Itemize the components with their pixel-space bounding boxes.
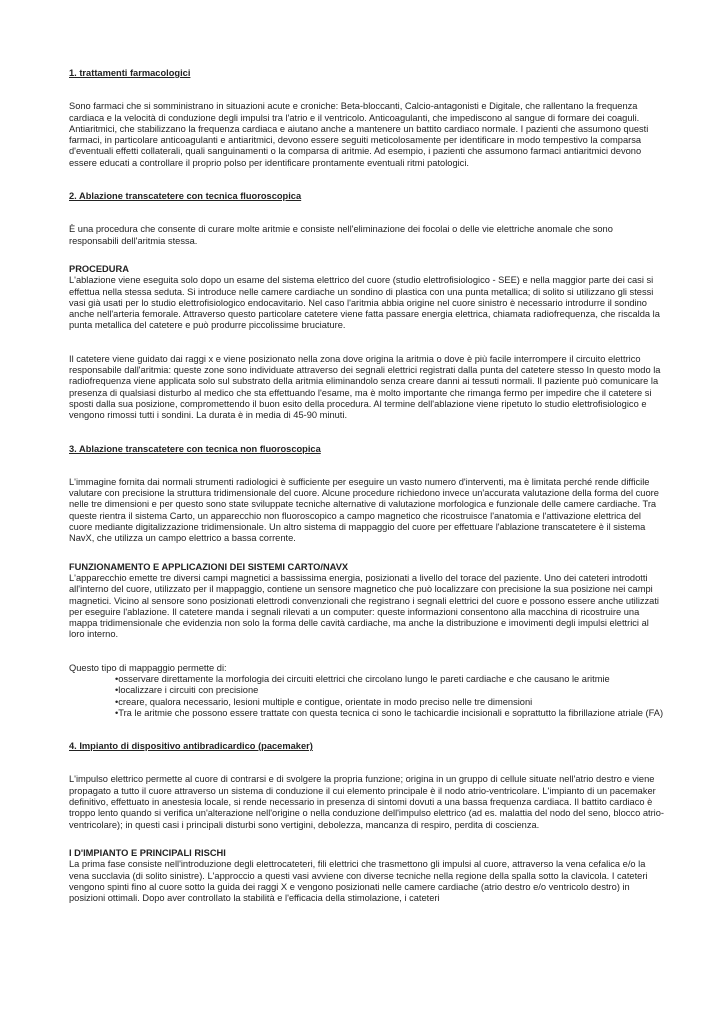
section-4-title: 4. Impianto di dispositivo antibradicardico (pacemaker) — [69, 741, 313, 752]
funzionamento-body: L'apparecchio emette tre diversi campi magnetici a bassissima energia, posizionati a livello del torace del paziente. Uno dei cateteri introdotti all'interno del cuore, utilizzato per il mappaggio, contiene un sensore magnetico che può localizzare con precisione la sua posizione nei campi magnetici. Vicino al sensore sono posizionati elettrodi convenzionali che registrano i segnali elettrici del cuore e possono essere anche utilizzati per eseguire l'ablazione. Il catetere manda i segnali rilevati a un computer: queste informazioni consentono alla macchina di ricostruire una mappa tridimensionale che evidenzia non solo la forma delle cavità cardiache, ma anche la distribuzione e imovimenti degli impulsi elettrici al loro interno. — [69, 572, 659, 640]
mappaggio-bullet-list — [69, 674, 664, 719]
section-3-title: 3. Ablazione transcatetere con tecnica non fluoroscopica — [69, 443, 321, 454]
funzionamento-title: FUNZIONAMENTO E APPLICAZIONI DEI SISTEMI CARTO/NAVX — [69, 561, 349, 572]
section-2-title: 2. Ablazione transcatetere con tecnica fluoroscopica — [69, 191, 302, 202]
rischi-body: La prima fase consiste nell'introduzione degli elettrocateteri, fili elettrici che trasmettono gli impulsi al cuore, attraverso la vena cefalica e/o la vena succlavia (di solito sinistre). L'approccio a questi vasi avviene con diverse tecniche nella regione della spalla sotto la clavicola. I cateteri vengono spinti fino al cuore sotto la guida dei raggi X e vengono posizionati nelle camere cardiache (atrio destro e/o ventricolo destro) in posizioni ottimali. Dopo aver controllato la stabilità e l'efficacia della stimolazione, i cateteri — [69, 859, 648, 904]
section-2-intro: È una procedura che consente di curare molte aritmie e consiste nell'eliminazione dei focolai o delle vie elettriche anomale che sono responsabili dell'aritmia stessa. — [69, 224, 613, 246]
procedura-title: PROCEDURA — [69, 263, 129, 274]
procedura-body: L'ablazione viene eseguita solo dopo un esame del sistema elettrico del cuore (studio elettrofisiologico - SEE) e nella maggior parte dei casi si effettua nella stessa seduta. Si introduce nelle camere cardiache un sondino di plastica con una punta metallica; di solito si utilizzano gli stessi vasi già usati per lo studio elettrofisiologico endocavitario. Nel caso l'aritmia abbia origine nel cuore sinistro è necessario introdurre il sondino anche nell'arteria femorale. Attraverso questo particolare catetere viene fatta passare energia elettrica, chiamata radiofrequenza, che riscalda la punta metallica del catetere e può produrre piccolissime bruciature. — [69, 275, 660, 331]
section-2-body-2: Il catetere viene guidato dai raggi x e viene posizionato nella zona dove origina la aritmia o dove è più facile interrompere il circuito elettrico responsabile dall'aritmia: queste zone sono individuate attraverso dei segnali elettrici registrati dalla punta del catetere stesso In questo modo la radiofrequenza viene applicata solo sul substrato della aritmia eliminandolo senza creare danni ai tessuti normali. Il paziente può comunicare la presenza di qualsiasi disturbo al medico che sta effettuando l'esame, ma è molto importante che rimanga fermo per impedire che il catetere si sposti dalla sua posizione, compromettendo il buon esito della procedura. Al termine dell'ablazione viene ripetuto lo studio elettrofisiologico e vengono rimossi tutti i sondini. La durata è in media di 45-90 minuti. — [69, 353, 661, 421]
section-1-body: Sono farmaci che si somministrano in situazioni acute e croniche: Beta-bloccanti, Calcio-antagonisti e Digitale, che rallentano la frequenza cardiaca e la velocità di conduzione degli impulsi tra l'atrio e il ventricolo. Anticoagulanti, che impediscono al sangue di formare dei coaguli. Antiaritmici, che stabilizzano la frequenza cardiaca e aiutano anche a mantenere un battito cardiaco normale. I pazienti che assumono questi farmaci, in particolare anticoagulanti e antiaritmici, devono essere seguiti meticolosamente per identificare in modo tempestivo la comparsa d'eventuali effetti collaterali, quali sanguinamenti o la comparsa di aritmie. Ad esempio, i pazienti che assumono farmaci antiaritmici devono essere educati a controllare il proprio polso per identificare prontamente eventuali ritmi patologici. — [69, 101, 649, 168]
bullet-item: •Tra le aritmie che possono essere trattate con questa tecnica ci sono le tachicardie incisionali e soprattutto la fibrillazione atriale (FA) — [115, 707, 664, 718]
mappaggio-list-intro: Questo tipo di mappaggio permette di: — [69, 662, 227, 673]
bullet-item: •osservare direttamente la morfologia dei circuiti elettrici che circolano lungo le pareti cardiache e che causano le aritmie — [115, 673, 610, 684]
bullet-item: •creare, qualora necessario, lesioni multiple e contigue, orientate in modo preciso nelle tre dimensioni — [115, 696, 533, 707]
bullet-item: •localizzare i circuiti con precisione — [115, 685, 259, 696]
section-1-title: 1. trattamenti farmacologici — [69, 68, 191, 78]
section-4-body: L'impulso elettrico permette al cuore di contrarsi e di svolgere la propria funzione; origina in un gruppo di cellule situate nell'atrio destro e viene propagato a tutto il cuore attraverso un sistema di conduzione il cui elemento principale è il nodo atrio-ventricolare. L'impianto di un pacemaker definitivo, effettuato in anestesia locale, si rende necessario in presenza di sintomi dovuti a una bassa frequenza cardiaca. Il battito cardiaco è troppo lento quando si verifica un'alterazione nell'origine o nella conduzione dell'impulso elettrico (ad es. malattia del nodo del seno, blocco atrio-ventricolare); in questi casi i principali disturbi sono vertigini, debolezza, mancanza di respiro, perdita di coscienza. — [69, 774, 665, 830]
section-3-body: L'immagine fornita dai normali strumenti radiologici è sufficiente per eseguire un vasto numero d'interventi, ma è limitata perché rende difficile valutare con precisione la struttura tridimensionale del cuore. Alcune procedure richiedono invece un'accurata valutazione della forma del cuore nelle tre dimensioni e per questo sono state sviluppate tecniche alternative di valutazione morfologica e funzionale delle camere cardiache. Tra queste rientra il sistema Carto, un apparecchio non fluoroscopico a campo magnetico che ricostruisce l'anatomia e l'attivazione elettrica del cuore mediante digitalizzazione tridimensionale. Un altro sistema di mappaggio del cuore per effettuare l'ablazione transcatetere è il sistema NavX, che utilizza un campo elettrico a bassa corrente. — [69, 476, 659, 544]
rischi-title: I D'IMPIANTO E PRINCIPALI RISCHI — [69, 847, 226, 858]
